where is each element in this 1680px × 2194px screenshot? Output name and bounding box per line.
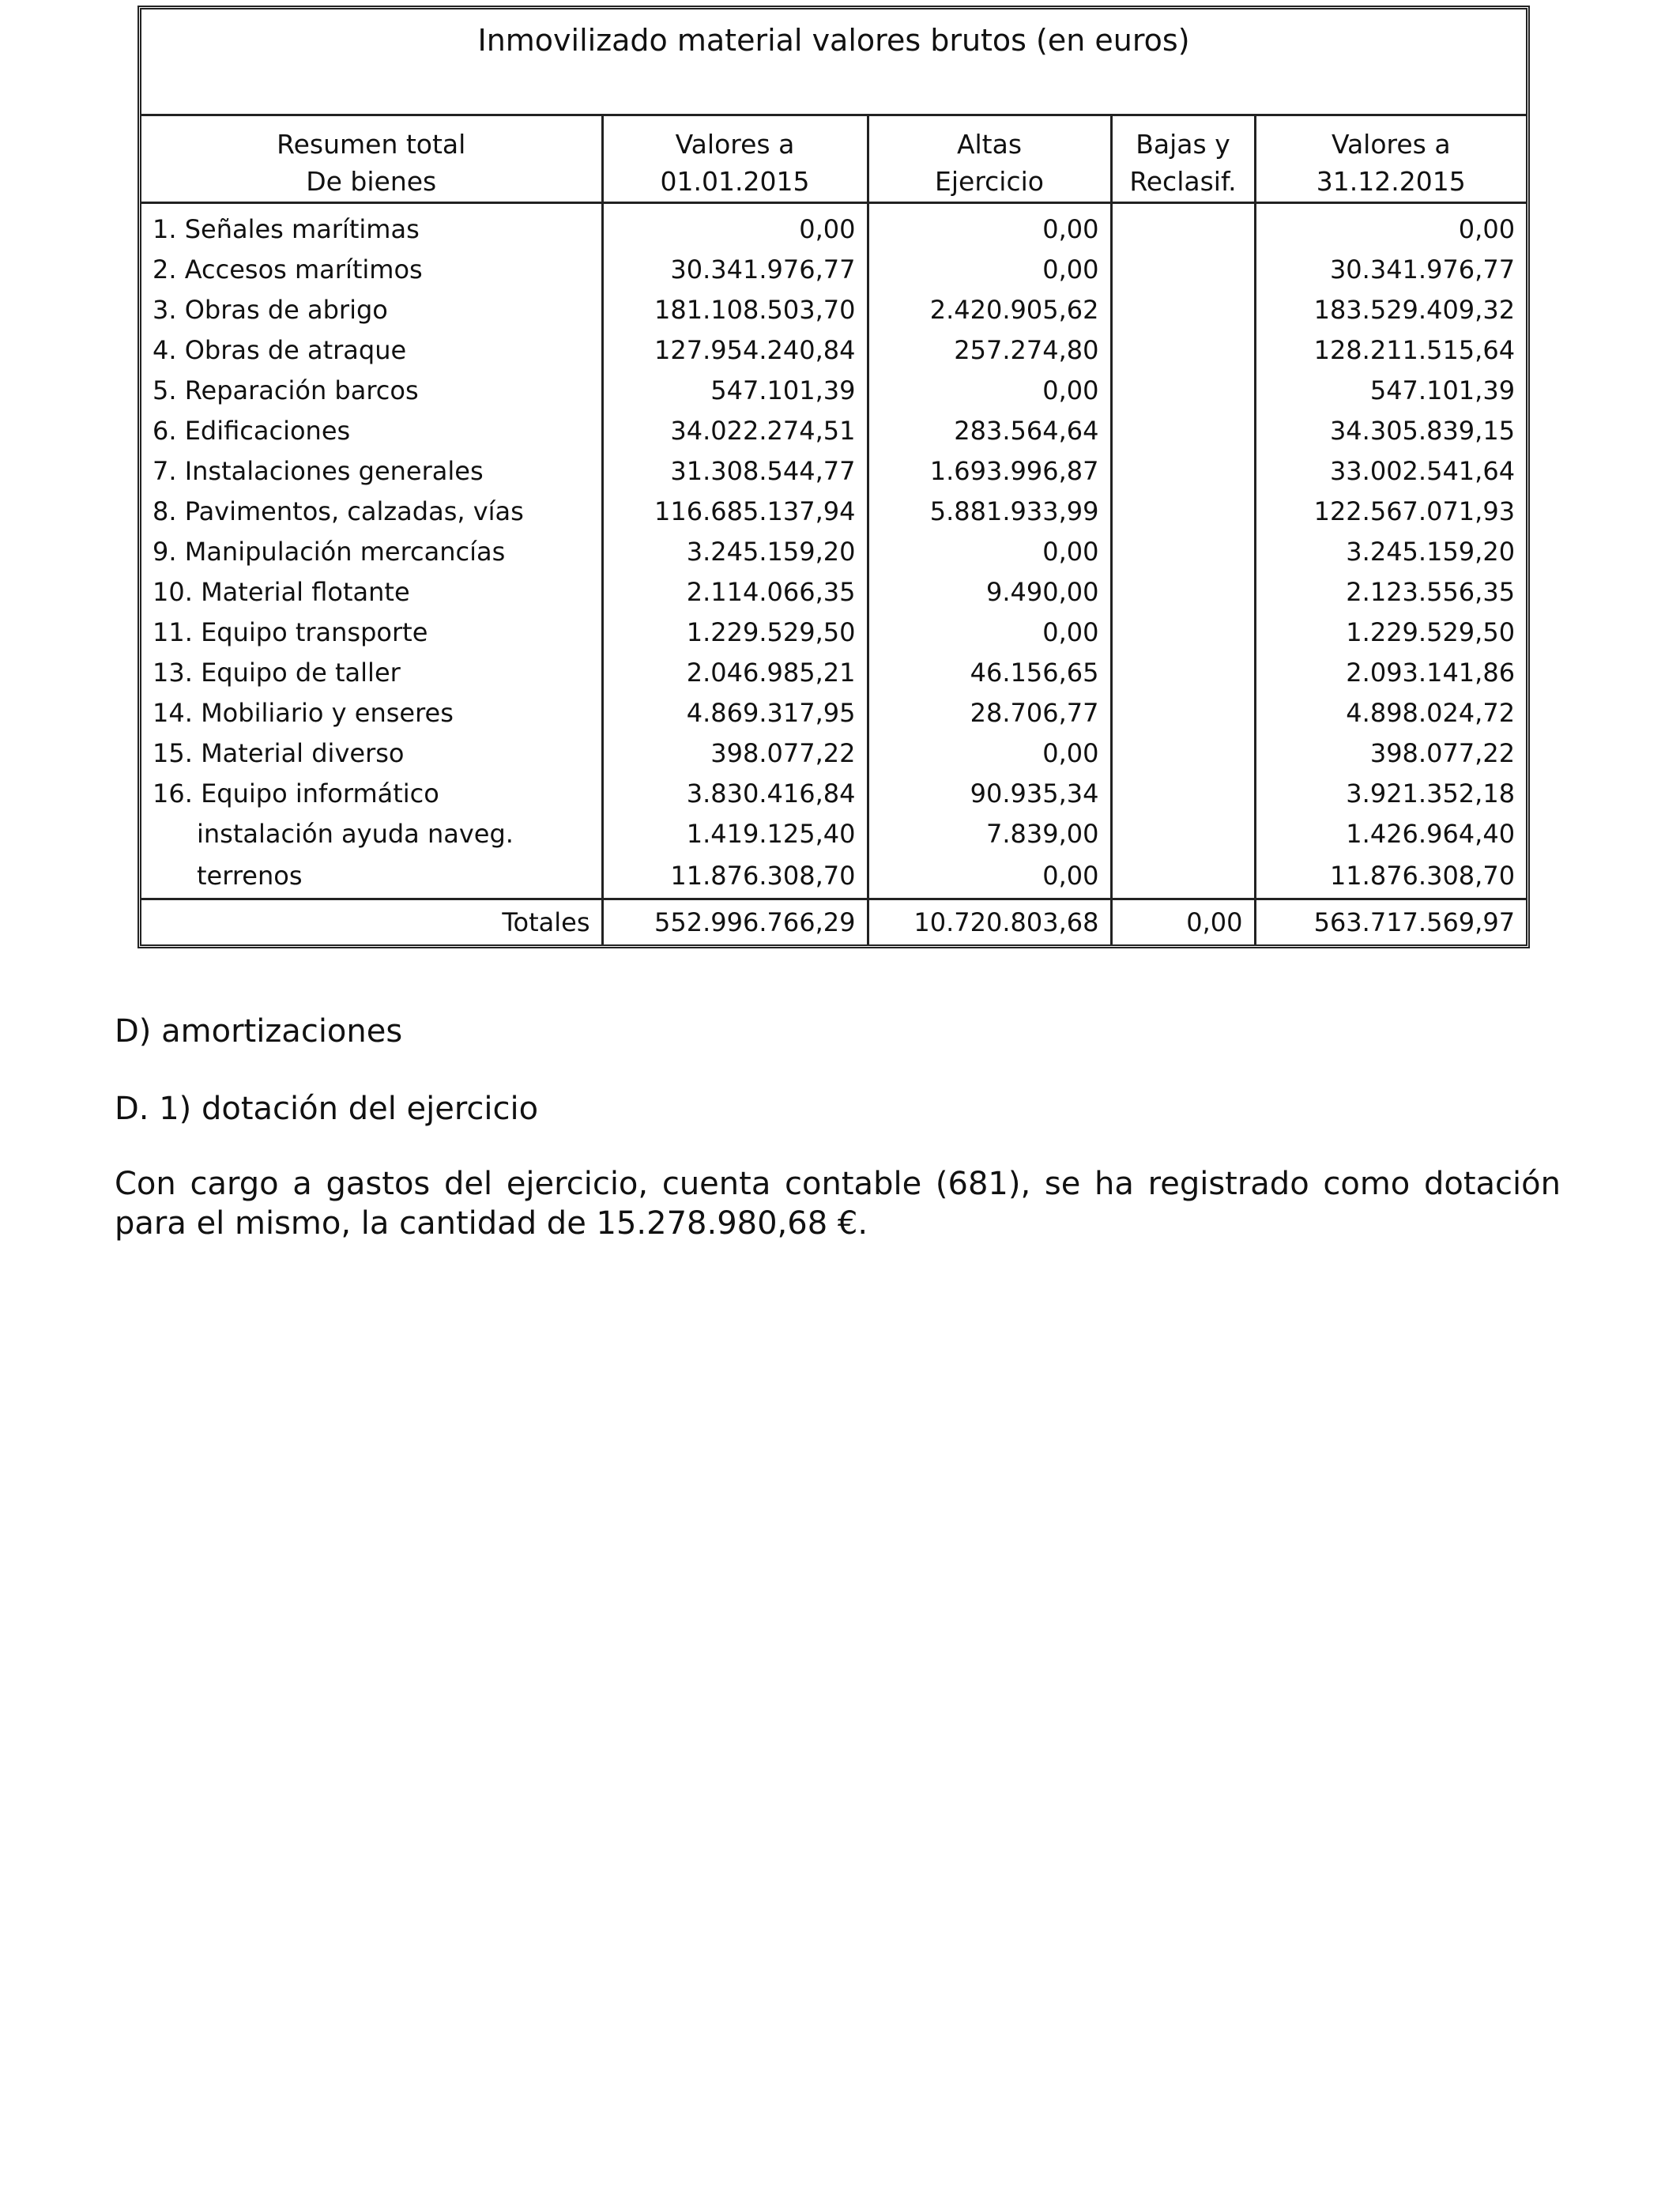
row-label: 13. Equipo de taller	[141, 652, 602, 692]
header-resumen-line2: De bienes	[141, 160, 602, 203]
row-valores-fin: 0,00	[1458, 213, 1516, 244]
row-valores-inicio: 3.245.159,20	[602, 531, 868, 571]
row-label: 1. Señales marítimas	[141, 203, 602, 250]
row-valores-inicio: 547.101,39	[602, 370, 868, 410]
row-bajas	[1111, 370, 1255, 410]
row-valores-inicio: 181.108.503,70	[602, 289, 868, 330]
row-label: 5. Reparación barcos	[141, 370, 602, 410]
row-label: 7. Instalaciones generales	[141, 450, 602, 491]
row-altas: 283.564,64	[868, 410, 1111, 450]
row-bajas	[1111, 330, 1255, 370]
row-bajas	[1111, 450, 1255, 491]
row-valores-inicio: 11.876.308,70	[602, 854, 868, 899]
totals-altas: 10.720.803,68	[868, 899, 1111, 945]
row-label: 4. Obras de atraque	[141, 330, 602, 370]
row-bajas	[1111, 813, 1255, 854]
table-row	[141, 249, 1526, 289]
row-altas: 46.156,65	[868, 652, 1111, 692]
row-altas: 90.935,34	[868, 773, 1111, 813]
row-label: 10. Material flotante	[141, 571, 602, 612]
row-valores-fin: 11.876.308,70	[1329, 861, 1516, 891]
row-altas: 0,00	[868, 612, 1111, 652]
totals-bajas: 0,00	[1111, 899, 1255, 945]
header-valores-inicio-line1: Valores a	[602, 115, 868, 161]
row-altas: 7.839,00	[868, 813, 1111, 854]
row-bajas	[1111, 571, 1255, 612]
table-row	[141, 410, 1526, 450]
row-altas: 2.420.905,62	[868, 289, 1111, 330]
row-valores-inicio: 116.685.137,94	[602, 491, 868, 531]
row-valores-inicio: 2.114.066,35	[602, 571, 868, 612]
row-valores-fin: 2.123.556,35	[1346, 576, 1516, 607]
row-altas: 0,00	[868, 733, 1111, 773]
subsection-heading: D. 1) dotación del ejercicio	[115, 1091, 539, 1127]
row-altas: 0,00	[868, 854, 1111, 899]
table-row	[141, 370, 1526, 410]
row-altas: 0,00	[868, 531, 1111, 571]
row-label: 11. Equipo transporte	[141, 612, 602, 652]
row-valores-inicio: 127.954.240,84	[602, 330, 868, 370]
row-valores-inicio: 31.308.544,77	[602, 450, 868, 491]
row-altas: 9.490,00	[868, 571, 1111, 612]
table-row	[141, 773, 1526, 813]
table-title: Inmovilizado material valores brutos (en euros)	[141, 9, 1526, 115]
row-bajas	[1111, 491, 1255, 531]
totals-valores-inicio: 552.996.766,29	[602, 899, 868, 945]
table-row	[141, 289, 1526, 330]
row-valores-fin: 183.529.409,32	[1313, 294, 1516, 325]
row-valores-fin: 3.245.159,20	[1346, 536, 1516, 567]
header-resumen-line1: Resumen total	[141, 115, 602, 161]
row-label: 6. Edificaciones	[141, 410, 602, 450]
body-paragraph: Con cargo a gastos del ejercicio, cuenta contable (681), se ha registrado como dotación para el mismo, la cantidad de 15.278.980,68 €.	[115, 1166, 1561, 1242]
table-row	[141, 854, 1526, 899]
row-label: terrenos	[141, 854, 602, 899]
table-row	[141, 491, 1526, 531]
row-label: 2. Accesos marítimos	[141, 249, 602, 289]
totals-valores-fin: 563.717.569,97	[1255, 899, 1526, 945]
row-bajas	[1111, 652, 1255, 692]
row-valores-fin: 398.077,22	[1369, 737, 1516, 768]
row-bajas	[1111, 289, 1255, 330]
row-altas: 0,00	[868, 203, 1111, 250]
row-valores-inicio: 0,00	[602, 203, 868, 250]
table-row	[141, 571, 1526, 612]
row-bajas	[1111, 854, 1255, 899]
table-row	[141, 531, 1526, 571]
header-altas-line1: Altas	[868, 115, 1111, 161]
table-row	[141, 813, 1526, 854]
row-valores-inicio: 398.077,22	[602, 733, 868, 773]
table-row	[141, 612, 1526, 652]
header-valores-inicio-line2: 01.01.2015	[602, 160, 868, 203]
row-valores-fin: 128.211.515,64	[1313, 334, 1516, 365]
row-valores-inicio: 2.046.985,21	[602, 652, 868, 692]
row-valores-inicio: 4.869.317,95	[602, 692, 868, 733]
table-row	[141, 330, 1526, 370]
row-altas: 5.881.933,99	[868, 491, 1111, 531]
section-heading: D) amortizaciones	[115, 1013, 403, 1050]
row-valores-fin: 547.101,39	[1369, 375, 1516, 405]
row-bajas	[1111, 773, 1255, 813]
row-bajas	[1111, 410, 1255, 450]
row-altas: 257.274,80	[868, 330, 1111, 370]
header-altas-line2: Ejercicio	[868, 160, 1111, 203]
row-label: 14. Mobiliario y enseres	[141, 692, 602, 733]
row-valores-fin: 2.093.141,86	[1346, 657, 1516, 688]
row-altas: 0,00	[868, 249, 1111, 289]
row-bajas	[1111, 692, 1255, 733]
table-row	[141, 203, 1526, 250]
row-valores-inicio: 34.022.274,51	[602, 410, 868, 450]
row-label: 9. Manipulación mercancías	[141, 531, 602, 571]
inmovilizado-table	[137, 6, 1530, 948]
row-valores-fin: 4.898.024,72	[1346, 697, 1516, 728]
row-altas: 28.706,77	[868, 692, 1111, 733]
row-valores-fin: 122.567.071,93	[1313, 496, 1516, 526]
row-valores-fin: 1.229.529,50	[1346, 616, 1516, 647]
row-label: instalación ayuda naveg.	[141, 813, 602, 854]
row-valores-inicio: 3.830.416,84	[602, 773, 868, 813]
row-valores-fin: 1.426.964,40	[1346, 818, 1516, 849]
table-row	[141, 692, 1526, 733]
table-row	[141, 733, 1526, 773]
row-altas: 0,00	[868, 370, 1111, 410]
row-label: 16. Equipo informático	[141, 773, 602, 813]
row-valores-inicio: 1.419.125,40	[602, 813, 868, 854]
row-valores-inicio: 30.341.976,77	[602, 249, 868, 289]
table-row	[141, 652, 1526, 692]
header-bajas-line2: Reclasif.	[1111, 160, 1255, 203]
table-row	[141, 450, 1526, 491]
totals-label: Totales	[141, 899, 602, 945]
totals-row	[141, 899, 1526, 945]
row-bajas	[1111, 203, 1255, 250]
row-label: 15. Material diverso	[141, 733, 602, 773]
row-label: 8. Pavimentos, calzadas, vías	[141, 491, 602, 531]
row-valores-fin: 3.921.352,18	[1346, 778, 1516, 809]
row-bajas	[1111, 531, 1255, 571]
row-bajas	[1111, 249, 1255, 289]
row-altas: 1.693.996,87	[868, 450, 1111, 491]
row-valores-inicio: 1.229.529,50	[602, 612, 868, 652]
header-bajas-line1: Bajas y	[1111, 115, 1255, 161]
row-valores-fin: 34.305.839,15	[1329, 415, 1516, 446]
header-valores-fin-line2: 31.12.2015	[1255, 160, 1526, 203]
row-bajas	[1111, 612, 1255, 652]
row-valores-fin: 30.341.976,77	[1329, 254, 1516, 285]
row-bajas	[1111, 733, 1255, 773]
header-valores-fin-line1: Valores a	[1331, 129, 1451, 160]
row-valores-fin: 33.002.541,64	[1329, 455, 1516, 486]
row-label: 3. Obras de abrigo	[141, 289, 602, 330]
